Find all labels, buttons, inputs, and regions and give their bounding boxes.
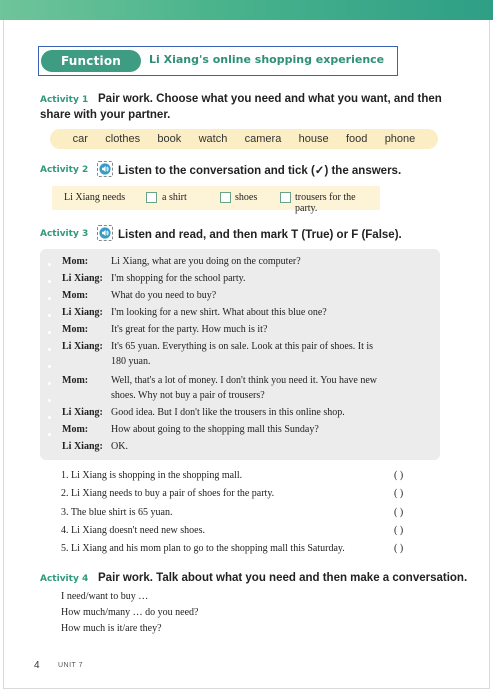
bullet-dot (48, 314, 51, 317)
answer-blank[interactable]: ( ) (394, 507, 404, 518)
tf-statement: 1. Li Xiang is shopping in the shopping mall. (61, 470, 243, 481)
word-bank (50, 129, 438, 149)
page-border (3, 20, 4, 688)
bullet-dot (48, 382, 51, 385)
option-shoes: shoes (235, 192, 258, 203)
unit-label: UNIT 7 (58, 662, 84, 669)
speaker-icon-glyph (99, 163, 111, 175)
speaker-label: Mom: (62, 290, 89, 301)
activity1-instruction-cont: share with your partner. (40, 109, 171, 121)
word-item: watch (198, 133, 228, 145)
speaker-label: Mom: (62, 256, 89, 267)
activity4-instruction: Pair work. Talk about what you need and then make a conversation. (98, 572, 468, 584)
option-shirt: a shirt (162, 192, 187, 203)
bullet-dot (48, 331, 51, 334)
bullet-dot (48, 365, 51, 368)
dialogue-line: OK. (111, 441, 128, 452)
dialogue-line: It's great for the party. How much is it? (111, 324, 268, 335)
tf-statement: 2. Li Xiang needs to buy a pair of shoes for the party. (61, 488, 275, 499)
word-item: car (72, 133, 88, 145)
bullet-dot (48, 433, 51, 436)
page-border (3, 688, 490, 689)
speaker-label: Li Xiang: (62, 307, 103, 318)
dialogue-box (40, 249, 440, 460)
activity3-instruction: Listen and read, and then mark T (True) or F (False). (118, 229, 402, 241)
speaker-label: Mom: (62, 424, 89, 435)
option-trousers: trousers for the party. (295, 192, 356, 214)
dialogue-line: I'm looking for a new shirt. What about this blue one? (111, 307, 327, 318)
speaker-label: Li Xiang: (62, 407, 103, 418)
word-item: phone (384, 133, 416, 145)
prompt-line: How much/many … do you need? (61, 607, 199, 618)
tf-statement: 5. Li Xiang and his mom plan to go to the shopping mall this Saturday. (61, 543, 345, 554)
activity2-instruction: Listen to the conversation and tick (✓) the answers. (118, 165, 402, 177)
bullet-dot (48, 263, 51, 266)
function-header (38, 46, 398, 76)
checkbox-shirt[interactable] (146, 192, 157, 203)
bullet-dot (48, 280, 51, 283)
activity1-label: Activity 1 (40, 95, 89, 105)
word-item: house (298, 133, 329, 145)
activity3-label: Activity 3 (40, 229, 89, 239)
speaker-label: Mom: (62, 324, 89, 335)
answer-blank[interactable]: ( ) (394, 488, 404, 499)
dialogue-line: 180 yuan. (111, 356, 151, 367)
answer-blank[interactable]: ( ) (394, 470, 404, 481)
dialogue-line: Li Xiang, what are you doing on the computer? (111, 256, 301, 267)
checkbox-trousers[interactable] (280, 192, 291, 203)
dialogue-line: Good idea. But I don't like the trousers in this online shop. (111, 407, 345, 418)
tf-statement: 3. The blue shirt is 65 yuan. (61, 507, 173, 518)
dialogue-line: Well, that's a lot of money. I don't think you need it. You have new (111, 375, 378, 386)
dialogue-line: It's 65 yuan. Everything is on sale. Look at this pair of shoes. It is (111, 341, 374, 352)
speaker-label: Li Xiang: (62, 441, 103, 452)
tick-lead: Li Xiang needs (64, 192, 126, 203)
dialogue-line: shoes. Why not buy a pair of trousers? (111, 390, 265, 401)
bullet-dot (48, 399, 51, 402)
speaker-icon[interactable] (97, 161, 113, 177)
speaker-icon[interactable] (97, 225, 113, 241)
word-item: camera (244, 133, 282, 145)
top-color-band (0, 0, 493, 20)
speaker-label: Li Xiang: (62, 341, 103, 352)
prompt-line: How much is it/are they? (61, 623, 162, 634)
page-border (489, 20, 490, 688)
dialogue-line: What do you need to buy? (111, 290, 217, 301)
word-item: book (157, 133, 182, 145)
speaker-label: Mom: (62, 375, 89, 386)
bullet-dot (48, 297, 51, 300)
function-tag: Function (41, 50, 141, 72)
activity1-instruction: Pair work. Choose what you need and what you want, and then (98, 93, 442, 105)
prompt-line: I need/want to buy … (61, 591, 149, 602)
speaker-label: Li Xiang: (62, 273, 103, 284)
word-item: clothes (105, 133, 141, 145)
bullet-dot (48, 348, 51, 351)
dialogue-line: How about going to the shopping mall this Sunday? (111, 424, 319, 435)
tick-options (52, 186, 380, 214)
activity4-label: Activity 4 (40, 574, 89, 584)
answer-blank[interactable]: ( ) (394, 543, 404, 554)
activity2-label: Activity 2 (40, 165, 89, 175)
dialogue-line: I'm shopping for the school party. (111, 273, 246, 284)
word-item: food (345, 133, 368, 145)
checkbox-shoes[interactable] (220, 192, 231, 203)
answer-blank[interactable]: ( ) (394, 525, 404, 536)
speaker-icon-glyph (99, 227, 111, 239)
page-number: 4 (34, 660, 40, 671)
bullet-dot (48, 416, 51, 419)
function-title: Li Xiang's online shopping experience (149, 53, 385, 66)
tf-statement: 4. Li Xiang doesn't need new shoes. (61, 525, 205, 536)
